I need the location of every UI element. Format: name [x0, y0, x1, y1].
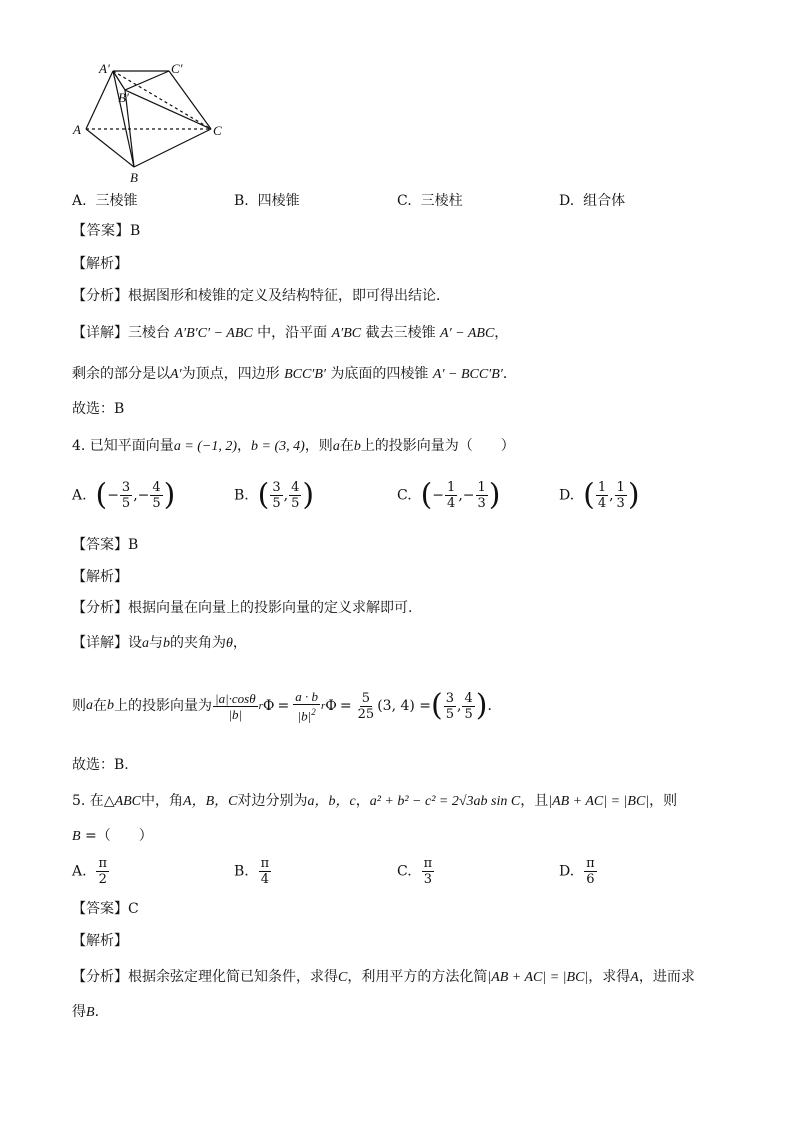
fraction-5-25: $\frac{5}{25}$: [357, 690, 375, 722]
fenxi-text: 根据向量在向量上的投影向量的定义求解即可.: [128, 600, 413, 616]
fraction: $\frac{1}{4}$: [597, 480, 607, 511]
math-expr: C: [338, 970, 348, 985]
fenxi-text: 根据图形和棱锥的定义及结构特征，即可得出结论．: [128, 288, 450, 304]
answer-value: C: [128, 901, 139, 917]
math-expr: b: [353, 439, 361, 454]
q5-stem-line1: [72, 792, 677, 811]
math-expr: A′: [170, 367, 182, 382]
edge-bprime-c: [125, 90, 211, 129]
fraction: $\frac{\pi}{2}$: [98, 856, 108, 887]
fraction: $\frac{3}{5}$: [121, 480, 131, 511]
text: 的夹角为: [170, 635, 226, 651]
q4-stem: [72, 437, 515, 456]
math-expr: a = (−1, 2): [173, 439, 238, 454]
text: 中，角: [141, 793, 184, 809]
math-expr: |AB + AC| = |BC|: [487, 970, 589, 985]
math-expr: |AB + AC| = |BC|: [548, 794, 650, 809]
q4-option-b[interactable]: B. ( $\frac{3}{5}$ , $\frac{4}{5}$ ): [234, 477, 315, 513]
text: 设: [128, 635, 142, 651]
option-letter: A.: [72, 487, 87, 504]
fraction: $\frac{4}{5}$: [464, 690, 473, 722]
text: ，则: [649, 793, 678, 809]
text: ，: [494, 325, 509, 341]
q5-answer: [72, 900, 139, 918]
vector-glyph: Ф: [325, 698, 337, 714]
option-text: 组合体: [583, 193, 626, 209]
label-b: B: [130, 170, 138, 185]
answer-value: B: [130, 223, 141, 239]
math-expr: △ABC: [103, 794, 142, 809]
text: ，: [355, 793, 370, 809]
q4-answer: [72, 536, 138, 554]
text: 为顶点，四边形: [181, 366, 285, 382]
text: ，则: [304, 438, 333, 454]
text: 截去三棱锥: [361, 325, 441, 341]
math-expr: b = (3, 4): [251, 439, 305, 454]
math-expr: (3, 4) =: [377, 698, 432, 714]
option-text: 三棱柱: [420, 193, 463, 209]
text: ．: [502, 366, 517, 382]
q5-option-a[interactable]: [72, 856, 110, 887]
vector-mark: r: [258, 700, 263, 712]
text: 得: [72, 1004, 86, 1020]
math-expr: A: [630, 970, 639, 985]
fraction: $\frac{3}{5}$: [272, 480, 281, 511]
fraction: $\frac{\pi}{3}$: [423, 856, 433, 887]
math-expr: B: [72, 829, 81, 844]
text: 与: [149, 635, 163, 651]
math-expr: b: [107, 698, 114, 713]
text: ．: [487, 698, 502, 714]
fraction: $\frac{1}{3}$: [477, 480, 486, 511]
answer-value: B: [128, 537, 139, 553]
q4-option-d[interactable]: D. ( $\frac{1}{4}$ , $\frac{1}{3}$ ): [559, 477, 640, 513]
label-c: C: [213, 123, 222, 138]
text: 剩余的部分是以: [72, 366, 170, 382]
q3-detail-line2: [72, 365, 517, 384]
answer-tag: 【答案】: [72, 537, 128, 553]
label-cprime: C′: [171, 61, 183, 76]
text: 上的投影向量为: [114, 698, 212, 714]
math-expr: A′ − BCC′B′: [432, 367, 503, 382]
fraction: $\frac{1}{4}$: [447, 480, 456, 511]
math-expr: A′ − ABC: [440, 326, 495, 341]
text: 在: [339, 438, 354, 454]
q5-option-d[interactable]: [559, 856, 598, 887]
text: 上的投影向量为（ ）: [360, 438, 515, 454]
edge-bprime-cprime: [125, 71, 169, 90]
sign: −: [432, 487, 445, 504]
option-letter: B.: [234, 487, 249, 504]
text: ，利用平方的方法化简: [347, 969, 488, 985]
edge-cprime-c: [169, 71, 211, 129]
fraction: $\frac{3}{5}$: [445, 690, 455, 722]
vector-glyph: Ф: [262, 698, 275, 714]
math-expr: B: [86, 1005, 95, 1020]
option-letter: B.: [234, 863, 249, 880]
answer-tag: 【答案】: [72, 223, 130, 239]
xiangjie-tag: 【详解】: [72, 635, 128, 651]
q4-analysis-tag: 【解析】: [72, 569, 128, 585]
option-letter: A.: [72, 193, 87, 209]
label-bprime: B′: [118, 90, 129, 105]
q3-fenxi: [72, 287, 450, 305]
answer-tag: 【答案】: [72, 901, 128, 917]
q3-analysis-tag: 【解析】: [72, 256, 128, 272]
text: 则: [72, 698, 86, 714]
label-a: A: [73, 122, 81, 137]
text: 根据余弦定理化简已知条件，求得: [128, 969, 338, 985]
math-expr: θ: [226, 636, 233, 651]
q5-option-b[interactable]: [234, 856, 272, 887]
q3-option-c[interactable]: [397, 192, 463, 210]
q3-option-a[interactable]: [72, 192, 137, 210]
text: 5. 在: [72, 793, 104, 809]
fraction: $\frac{4}{5}$: [291, 480, 300, 511]
math-expr: a: [332, 439, 340, 454]
option-letter: D.: [559, 487, 575, 504]
sign: −: [462, 487, 475, 504]
projection-fraction-2: $\frac{a \cdot b}{|b|^2}$: [295, 688, 319, 724]
text: 为底面的四棱锥: [325, 366, 433, 382]
option-letter: A.: [72, 863, 87, 880]
q4-choose: 故选：B.: [72, 757, 129, 773]
text: ，且: [520, 793, 549, 809]
fenxi-tag: 【分析】: [72, 969, 128, 985]
text: 中，沿平面: [252, 325, 332, 341]
q5-fenxi-line2: [72, 1003, 99, 1022]
text: .: [94, 1004, 100, 1020]
text: 在: [93, 698, 107, 714]
fraction: $\frac{4}{5}$: [152, 480, 161, 511]
math-expr: a² + b² − c² = 2√3ab sin C: [369, 794, 521, 809]
option-text: 四棱锥: [257, 193, 300, 209]
q5-option-c[interactable]: [397, 856, 435, 887]
math-expr: BCC′B′: [284, 367, 326, 382]
fenxi-tag: 【分析】: [72, 600, 128, 616]
text: ，进而求: [638, 969, 695, 985]
text: ，: [237, 438, 252, 454]
sign: −: [107, 487, 119, 504]
text: 三棱台: [128, 325, 175, 341]
math-expr: A′BC: [331, 326, 362, 341]
fraction: $\frac{\pi}{4}$: [260, 856, 270, 887]
q3-option-b[interactable]: [234, 192, 300, 210]
edge-aprime-a: [86, 71, 113, 129]
math-expr: A，B，C: [183, 794, 238, 809]
projection-fraction-1: $\frac{|a|\cdot\cos\theta}{|b|}$: [215, 690, 256, 722]
q5-analysis-tag: 【解析】: [72, 933, 128, 949]
q4-detail-line2: 则 a 在 b 上的投影向量为 $\frac{|a|\cdot\cos\theta}{|b|}$ r Ф = $\frac{a \cdot b}{|b|^2}$ r Ф = $\frac{5}{25}$ (3, 4) = ( $\frac{3}{5}$ , $\frac{4}{5}$ ) ．: [72, 688, 502, 724]
vector-mark: r: [321, 700, 326, 712]
fraction: $\frac{\pi}{6}$: [586, 856, 595, 887]
math-expr: A′B′C′ − ABC: [174, 326, 253, 341]
text: 4. 已知平面向量: [72, 438, 174, 454]
fenxi-tag: 【分析】: [72, 288, 128, 304]
sign: −: [137, 487, 150, 504]
q4-fenxi: [72, 599, 412, 617]
q3-detail-line1: [72, 324, 508, 343]
text: ，求得: [588, 969, 631, 985]
label-aprime: A′: [99, 61, 110, 76]
q5-fenxi-line1: [72, 968, 695, 987]
q4-option-c[interactable]: C. (− $\frac{1}{4}$ ,− $\frac{1}{3}$ ): [397, 477, 501, 513]
option-letter: B.: [234, 193, 249, 209]
option-letter: C.: [397, 487, 412, 504]
math-expr: a: [86, 698, 93, 713]
q3-choose: 故选：B: [72, 401, 125, 417]
fraction: $\frac{1}{3}$: [616, 480, 625, 511]
frustum-figure: [68, 58, 238, 186]
xiangjie-tag: 【详解】: [72, 325, 128, 341]
q4-detail-line1: [72, 634, 247, 653]
option-letter: C.: [397, 863, 412, 880]
math-expr: a: [142, 636, 149, 651]
option-letter: C.: [397, 193, 412, 209]
option-letter: D.: [559, 863, 575, 880]
q3-answer: [72, 222, 140, 240]
text: 对边分别为: [237, 793, 308, 809]
text: ，: [232, 635, 247, 651]
option-text: 三棱锥: [95, 193, 138, 209]
q5-stem-line2: [72, 827, 153, 846]
math-expr: b: [163, 636, 170, 651]
edge-b-c: [134, 129, 211, 167]
math-expr: a，b，c: [307, 794, 356, 809]
q4-option-a[interactable]: A. (− $\frac{3}{5}$ ,− $\frac{4}{5}$ ): [72, 477, 176, 513]
q3-option-d[interactable]: [559, 192, 625, 210]
equals: =: [277, 698, 290, 714]
option-letter: D.: [559, 193, 575, 209]
text: =（ ）: [80, 828, 153, 844]
equals: =: [339, 698, 352, 714]
